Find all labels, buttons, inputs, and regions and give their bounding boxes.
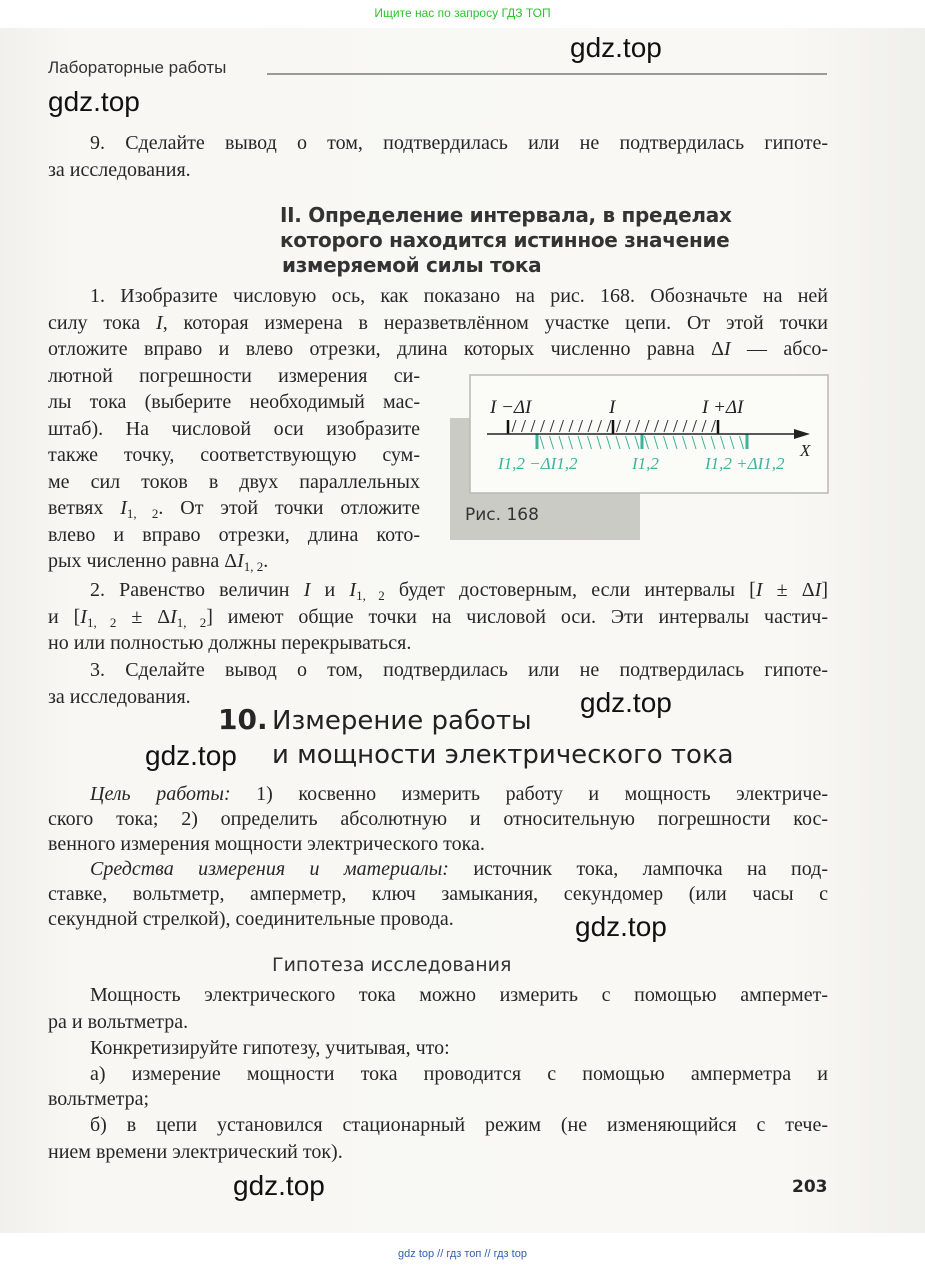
label-i12-plus: I1,2 +ΔI1,2 xyxy=(705,454,785,473)
text-span: I xyxy=(237,550,244,572)
text-line xyxy=(48,857,828,882)
text-line xyxy=(48,1112,828,1139)
text-line xyxy=(48,882,828,907)
text-line xyxy=(48,336,828,363)
header-rule xyxy=(267,73,827,75)
text-span: ветвях xyxy=(48,497,121,519)
text-span: I xyxy=(120,497,127,519)
text-line xyxy=(48,1035,828,1062)
figure-caption: Рис. 168 xyxy=(465,505,539,525)
paragraph xyxy=(48,657,828,710)
text-line xyxy=(48,548,828,575)
paragraph xyxy=(48,982,828,1035)
text-span: силу тока xyxy=(48,311,157,334)
text-span: , которая измерена в неразветвлённом участке цепи. От этой точки xyxy=(162,311,829,334)
paragraph xyxy=(48,1062,828,1112)
text-span: 1) косвенно измерить работу и мощность электриче- xyxy=(230,783,828,805)
section-number: 10. xyxy=(218,703,268,736)
paragraph xyxy=(48,857,828,932)
text-line xyxy=(48,130,828,157)
text-span: лютной погрешности измерения си- xyxy=(48,364,420,387)
label-i-minus: I −ΔI xyxy=(490,397,532,418)
label-i: I xyxy=(609,397,616,418)
text-span: и [ xyxy=(48,605,81,628)
text-span: — абсо- xyxy=(730,338,828,360)
watermark: gdz.top xyxy=(48,86,140,117)
watermark: gdz.top xyxy=(570,32,662,63)
label-i12: I1,2 xyxy=(632,454,659,473)
text-span: I xyxy=(814,579,822,601)
text-span: I xyxy=(80,605,87,628)
watermark: gdz.top xyxy=(575,911,667,942)
subscript: 1, 2 xyxy=(176,614,207,630)
text-span: Конкретизируйте гипотезу, учитывая, что: xyxy=(90,1037,450,1059)
text-span: I xyxy=(755,579,763,601)
subscript: 1, 2 xyxy=(126,506,159,521)
text-line xyxy=(48,442,420,469)
text-span: венного измерения мощности электрического тока. xyxy=(48,833,485,855)
heading-line: измеряемой силы тока xyxy=(282,253,542,277)
text-line xyxy=(48,469,420,496)
text-span: ра и вольтметра. xyxy=(48,1010,189,1033)
text-line xyxy=(48,907,828,932)
text-span: влево и вправо отрезки, длина кото- xyxy=(48,523,420,546)
subscript: 1, 2 xyxy=(243,559,264,574)
text-line xyxy=(48,1009,828,1036)
watermark: gdz.top xyxy=(580,687,672,718)
section-title-line: и мощности электрического тока xyxy=(272,740,734,770)
running-head: Лабораторные работы xyxy=(48,58,227,77)
text-line xyxy=(48,1087,828,1112)
text-line xyxy=(48,657,828,684)
subscript: 1, 2 xyxy=(356,588,385,603)
axis-label-x: X xyxy=(800,441,811,460)
text-line xyxy=(48,1062,828,1087)
text-span: 9. Сделайте вывод о том, подтвердилась или не подтвердилась гипоте- xyxy=(90,132,828,154)
text-span: но или полностью должны перекрываться. xyxy=(48,632,412,654)
text-span: за исследования. xyxy=(48,685,191,708)
heading-line: которого находится истинное значение xyxy=(280,228,730,252)
text-line xyxy=(48,832,828,857)
text-span: Средства измерения и материалы: xyxy=(90,858,449,880)
label-i12-minus: I1,2 −ΔI1,2 xyxy=(498,454,578,473)
text-span: лы тока (выберите необходимый мас- xyxy=(48,391,420,413)
text-span: отложите вправо и влево отрезки, длина которых численно равна Δ xyxy=(48,338,724,360)
page-number: 203 xyxy=(792,1177,828,1197)
text-line xyxy=(48,604,828,631)
subscript: 1, 2 xyxy=(86,614,117,630)
text-span: источник тока, лампочка на под- xyxy=(448,858,828,880)
text-span: и xyxy=(310,579,350,601)
search-hint: Ищите нас по запросу ГДЗ ТОП xyxy=(374,6,551,20)
section-title-line: Измерение работы xyxy=(272,706,532,736)
text-span: штаб). На числовой оси изобразите xyxy=(48,417,420,440)
text-span: I xyxy=(303,579,311,601)
text-span: I xyxy=(156,311,163,334)
label-i-plus: I +ΔI xyxy=(702,397,744,418)
text-line xyxy=(48,982,828,1009)
text-span: I xyxy=(170,605,177,628)
text-line xyxy=(48,389,420,416)
text-span: I xyxy=(349,579,357,601)
paragraph xyxy=(48,577,828,657)
text-line xyxy=(48,363,420,390)
text-line xyxy=(48,522,420,549)
text-span: ставке, вольтметр, амперметр, ключ замыкания, секундомер (или часы с xyxy=(48,883,828,905)
text-line xyxy=(48,157,828,184)
text-span: также точку, соответствующую сум- xyxy=(48,444,420,466)
text-line xyxy=(48,782,828,807)
text-span: 3. Сделайте вывод о том, подтвердилась или не подтвердилась гипоте- xyxy=(90,659,828,681)
text-span: а) измерение мощности тока проводится с помощью амперметра и xyxy=(90,1063,828,1085)
text-line xyxy=(48,416,420,443)
text-span: Мощность электрического тока можно измерить с помощью ампермет- xyxy=(90,984,828,1006)
paragraph xyxy=(48,130,828,183)
paragraph xyxy=(48,1112,828,1165)
text-span: за исследования. xyxy=(48,158,191,181)
text-span: ± Δ xyxy=(762,579,815,601)
heading-line: II. Определение интервала, в пределах xyxy=(280,203,732,227)
watermark: gdz.top xyxy=(145,740,237,771)
text-line xyxy=(48,630,828,657)
text-span: ского тока; 2) определить абсолютную и относительную погрешности кос- xyxy=(48,808,828,830)
paragraph xyxy=(48,782,828,857)
text-span: 2. Равенство величин xyxy=(90,579,304,601)
text-span: рых численно равна Δ xyxy=(48,550,238,572)
text-span: ме сил токов в двух параллельных xyxy=(48,470,420,493)
watermark: gdz.top xyxy=(233,1170,325,1201)
text-span: будет достоверным, если интервалы [ xyxy=(384,579,756,601)
text-span: I xyxy=(723,338,731,360)
text-span: ] xyxy=(821,579,829,601)
text-line xyxy=(48,577,828,604)
text-line xyxy=(48,495,420,522)
text-line xyxy=(48,310,828,337)
text-span: секундной стрелкой), соединительные провода. xyxy=(48,908,454,930)
text-span: нием времени электрический ток). xyxy=(48,1140,343,1163)
text-line xyxy=(48,1139,828,1166)
text-span: 1. Изобразите числовую ось, как показано на рис. 168. Обозначьте на ней xyxy=(90,285,828,307)
text-span: ] имеют общие точки на числовой оси. Эти интервалы частич- xyxy=(206,605,829,628)
text-span: вольтметра; xyxy=(48,1088,150,1110)
text-span: . xyxy=(263,550,269,572)
text-span: б) в цепи установился стационарный режим (не изменяющийся с тече- xyxy=(90,1114,828,1136)
text-line xyxy=(48,283,828,310)
hypothesis-heading: Гипотеза исследования xyxy=(272,954,512,976)
paragraph xyxy=(48,1035,828,1062)
subsection-heading xyxy=(270,203,790,278)
text-span: ± Δ xyxy=(116,605,171,628)
footer-links: gdz top // гдз топ // гдз top xyxy=(398,1248,527,1260)
text-span: . От этой точки отложите xyxy=(158,497,421,519)
text-span: Цель работы: xyxy=(90,783,231,805)
text-line xyxy=(48,807,828,832)
